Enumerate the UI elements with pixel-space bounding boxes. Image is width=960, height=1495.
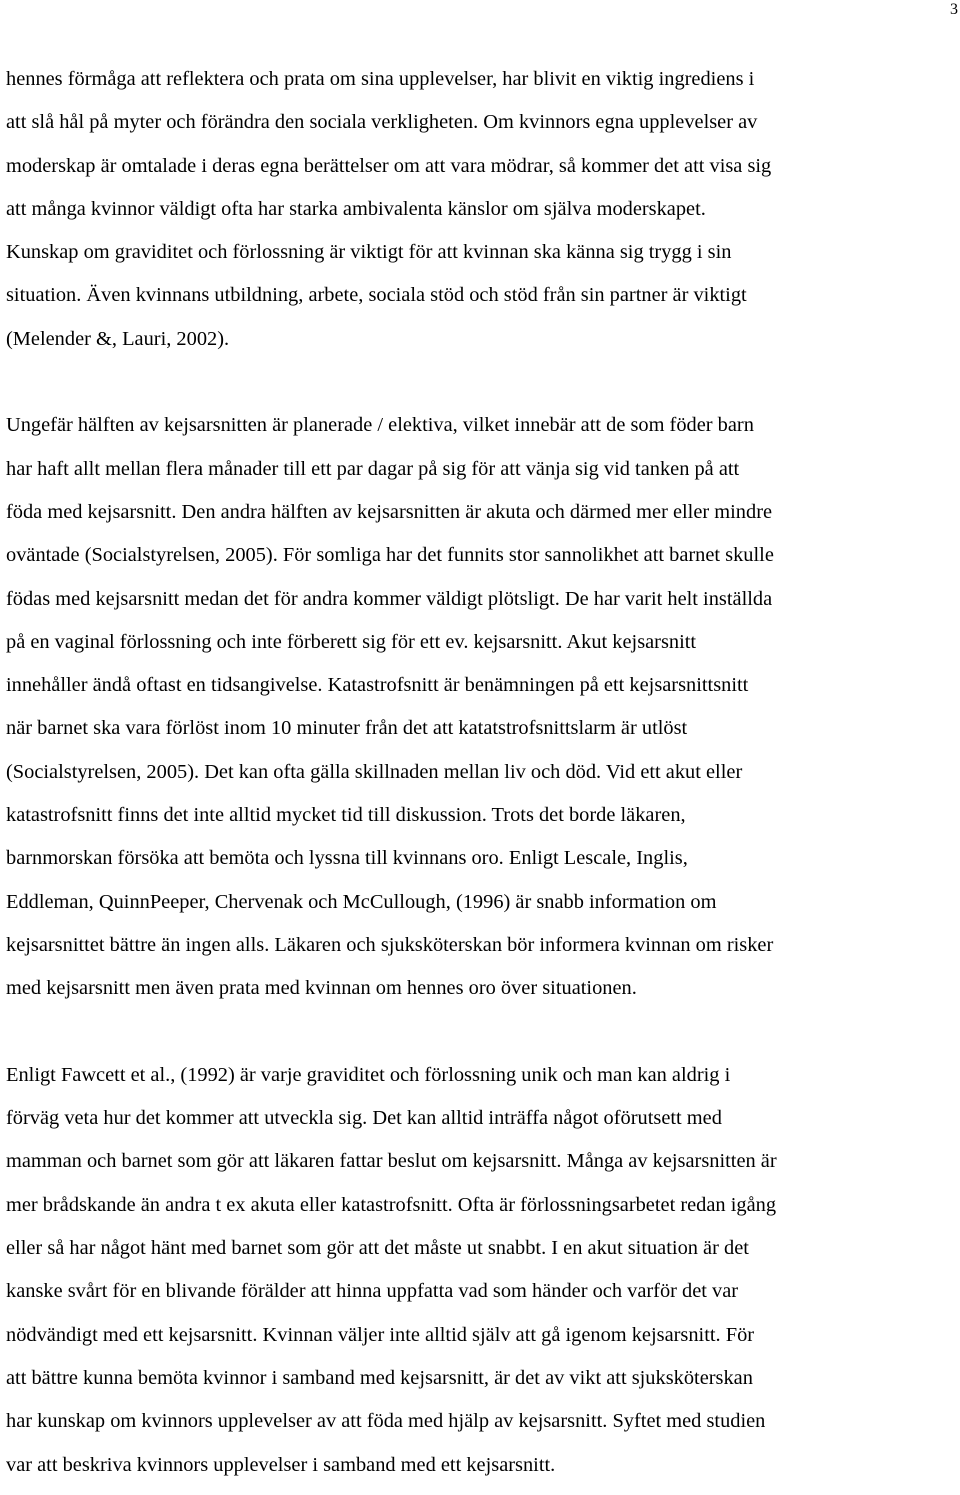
text-line: när barnet ska vara förlöst inom 10 minuter från det att katatstrofsnittslarm är utlöst (6, 717, 688, 740)
text-line: katastrofsnitt finns det inte alltid mycket tid till diskussion. Trots det borde läkaren, (6, 804, 686, 827)
text-line: hennes förmåga att reflektera och prata om sina upplevelser, har blivit en viktig ingrediens i (6, 68, 755, 90)
text-line: att många kvinnor väldigt ofta har starka ambivalenta känslor om själva moderskapet. (6, 197, 706, 220)
text-line: oväntade (Socialstyrelsen, 2005). För somliga har det funnits stor sannolikhet att barnet skulle (6, 544, 774, 567)
text-line: barnmorskan försöka att bemöta och lyssna till kvinnans oro. Enligt Lescale, Inglis, (6, 847, 688, 870)
document-body (6, 58, 960, 1487)
text-line: mer brådskande än andra t ex akuta eller katastrofsnitt. Ofta är förlossningsarbetet redan igång (6, 1193, 777, 1216)
text-line: var att beskriva kvinnors upplevelser i samband med ett kejsarsnitt. (6, 1453, 556, 1476)
text-line: på en vaginal förlossning och inte förberett sig för ett ev. kejsarsnitt. Akut kejsarsnitt (6, 630, 697, 653)
paragraph (6, 1054, 960, 1487)
text-line: situation. Även kvinnans utbildning, arbete, sociala stöd och stöd från sin partner är viktigt (6, 284, 747, 307)
text-line: kanske svårt för en blivande förälder att hinna uppfatta vad som händer och varför det var (6, 1280, 739, 1303)
text-line: med kejsarsnitt men även prata med kvinnan om hennes oro över situationen. (6, 977, 637, 1000)
text-line: eller så har något hänt med barnet som gör att det måste ut snabbt. I en akut situation är det (6, 1237, 749, 1260)
text-line: födas med kejsarsnitt medan det för andra kommer väldigt plötsligt. De har varit helt inställda (6, 587, 773, 610)
text-line: Eddleman, QuinnPeeper, Chervenak och McCullough, (1996) är snabb information om (6, 890, 717, 913)
text-line: har kunskap om kvinnors upplevelser av att föda med hjälp av kejsarsnitt. Syftet med studien (6, 1410, 766, 1433)
text-line: (Melender &, Lauri, 2002). (6, 327, 230, 350)
text-line: Enligt Fawcett et al., (1992) är varje graviditet och förlossning unik och man kan aldrig i (6, 1063, 731, 1086)
text-line: Ungefär hälften av kejsarsnitten är planerade / elektiva, vilket innebär att de som föder barn (6, 414, 754, 437)
text-line: (Socialstyrelsen, 2005). Det kan ofta gälla skillnaden mellan liv och död. Vid ett akut eller (6, 760, 743, 783)
page-number: 3 (950, 1, 958, 18)
paragraph (6, 58, 960, 361)
text-line: har haft allt mellan flera månader till ett par dagar på sig för att vänja sig vid tanken på att (6, 457, 740, 480)
text-line: Kunskap om graviditet och förlossning är viktigt för att kvinnan ska känna sig trygg i sin (6, 241, 732, 264)
text-line: att bättre kunna bemöta kvinnor i samband med kejsarsnitt, är det av vikt att sjuksköterskan (6, 1366, 753, 1389)
text-line: innehåller ändå oftast en tidsangivelse. Katastrofsnitt är benämningen på ett kejsarsnittsnitt (6, 674, 749, 697)
text-line: att slå hål på myter och förändra den sociala verkligheten. Om kvinnors egna upplevelser av (6, 111, 758, 134)
text-line: nödvändigt med ett kejsarsnitt. Kvinnan väljer inte alltid själv att gå igenom kejsarsnitt. För (6, 1323, 755, 1346)
text-line: förväg veta hur det kommer att utveckla sig. Det kan alltid inträffa något oförutsett med (6, 1107, 722, 1130)
text-line: moderskap är omtalade i deras egna berättelser om att vara mödrar, så kommer det att visa sig (6, 154, 772, 177)
paragraph (6, 404, 960, 1010)
text-line: mamman och barnet som gör att läkaren fattar beslut om kejsarsnitt. Många av kejsarsnitten är (6, 1150, 777, 1173)
text-line: kejsarsnittet bättre än ingen alls. Läkaren och sjuksköterskan bör informera kvinnan om risker (6, 933, 774, 956)
text-line: föda med kejsarsnitt. Den andra hälften av kejsarsnitten är akuta och därmed mer eller mindre (6, 500, 773, 523)
